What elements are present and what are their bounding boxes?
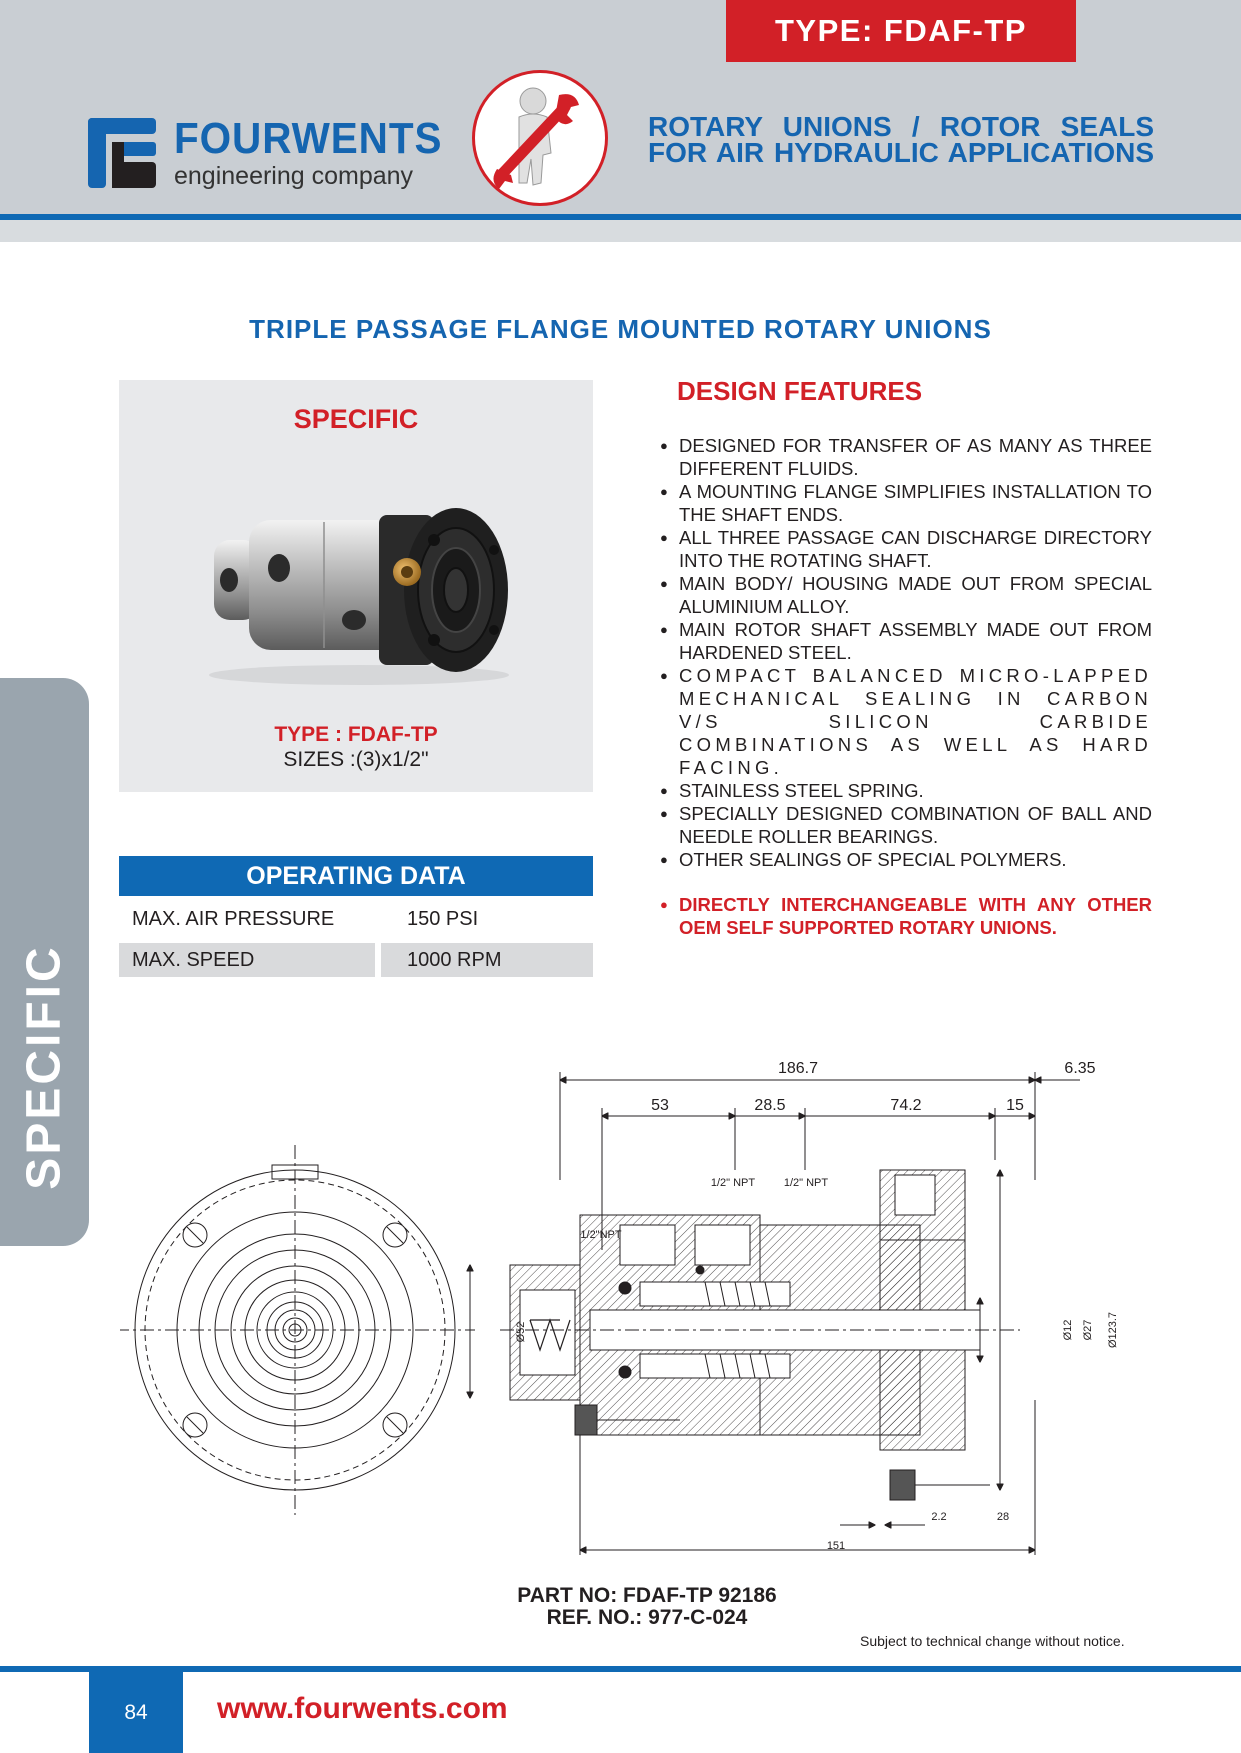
part-number-block xyxy=(0,1585,1241,1629)
dim-74-2: 74.2 xyxy=(890,1097,922,1114)
feature-item: ● MAIN BODY/ HOUSING MADE OUT FROM SPECIAL ALUMINIUM ALLOY. xyxy=(660,572,1152,618)
header-tagline xyxy=(648,111,1154,168)
operating-data-label: MAX. SPEED xyxy=(119,943,375,977)
dim-15: 15 xyxy=(1006,1097,1024,1114)
reference-number: REF. NO.: 977-C-024 xyxy=(546,1606,748,1629)
header-band xyxy=(0,220,1241,242)
dim-overall: 186.7 xyxy=(777,1060,819,1077)
operating-data-row xyxy=(119,943,593,977)
feature-highlight: ● DIRECTLY INTERCHANGEABLE WITH ANY OTHER OEM SELF SUPPORTED ROTARY UNIONS. xyxy=(660,893,1152,939)
feature-item: ● COMPACT BALANCED MICRO-LAPPED MECHANICAL SEALING IN CARBON V/S SILICON CARBIDE COMBINATIONS AS WELL AS HARD FACING. xyxy=(660,664,1152,779)
design-features-list xyxy=(660,434,1152,939)
operating-data-label: MAX. AIR PRESSURE xyxy=(132,907,335,930)
dim-dia-52: Ø52 xyxy=(515,1321,527,1343)
design-features-title: DESIGN FEATURES xyxy=(677,376,923,406)
footer-divider xyxy=(0,1666,1241,1672)
brand-name: FOURWENTS xyxy=(174,114,443,163)
fourwents-logo-icon xyxy=(88,118,156,188)
rotary-union-photo xyxy=(194,480,524,690)
dim-28-5: 28.5 xyxy=(754,1097,786,1114)
dim-npt-2: 1/2" NPT xyxy=(783,1177,829,1189)
technical-drawing xyxy=(120,1050,1140,1570)
change-notice: Subject to technical change without notice. xyxy=(860,1633,1125,1649)
operating-data-row xyxy=(119,902,593,936)
dim-151: 151 xyxy=(826,1540,846,1552)
tagline-line-2: FOR AIR HYDRAULIC APPLICATIONS xyxy=(648,137,1154,168)
feature-item: ● DESIGNED FOR TRANSFER OF AS MANY AS THREE DIFFERENT FLUIDS. xyxy=(660,434,1152,480)
operating-data-value: 150 PSI xyxy=(407,907,479,930)
feature-item: ● MAIN ROTOR SHAFT ASSEMBLY MADE OUT FROM HARDENED STEEL. xyxy=(660,618,1152,664)
operating-data-header: OPERATING DATA xyxy=(119,856,593,896)
product-panel xyxy=(119,380,593,792)
feature-item: ● ALL THREE PASSAGE CAN DISCHARGE DIRECTORY INTO THE ROTATING SHAFT. xyxy=(660,526,1152,572)
feature-item: ● SPECIALLY DESIGNED COMBINATION OF BALL AND NEEDLE ROLLER BEARINGS. xyxy=(660,802,1152,848)
dim-dia-12: Ø12 xyxy=(1062,1319,1074,1341)
section-view xyxy=(500,1170,1020,1500)
feature-item: ● OTHER SEALINGS OF SPECIAL POLYMERS. xyxy=(660,848,1152,871)
dim-dia-27: Ø27 xyxy=(1082,1319,1094,1341)
dim-dia-123-7: Ø123.7 xyxy=(1107,1311,1119,1349)
part-number: PART NO: FDAF-TP 92186 xyxy=(517,1584,777,1607)
wrench-mascot-icon xyxy=(475,73,605,203)
type-tab: TYPE: FDAF-TP xyxy=(726,0,1076,62)
side-tab-label: SPECIFIC xyxy=(17,944,71,1190)
product-panel-title: SPECIFIC xyxy=(293,404,419,434)
mascot-badge xyxy=(472,70,608,206)
page-number: 84 xyxy=(89,1672,183,1753)
dim-flange-ext: 6.35 xyxy=(1064,1060,1096,1077)
dim-2-2: 2.2 xyxy=(931,1511,947,1523)
dim-npt-1: 1/2" NPT xyxy=(710,1177,756,1189)
brand-subtitle: engineering company xyxy=(174,162,414,190)
feature-item: ● A MOUNTING FLANGE SIMPLIFIES INSTALLATION TO THE SHAFT ENDS. xyxy=(660,480,1152,526)
dim-53: 53 xyxy=(651,1097,669,1114)
page-title: TRIPLE PASSAGE FLANGE MOUNTED ROTARY UNIONS xyxy=(249,314,992,344)
operating-data-value: 1000 RPM xyxy=(381,943,593,977)
tagline-line-1: ROTARY UNIONS / ROTOR SEALS xyxy=(648,111,1154,142)
dim-28: 28 xyxy=(996,1511,1010,1523)
dim-npt-3: 1/2"NPT xyxy=(580,1229,622,1241)
product-size-label: SIZES :(3)x1/2" xyxy=(283,748,429,771)
website-link[interactable]: www.fourwents.com xyxy=(217,1692,508,1725)
product-type-label: TYPE : FDAF-TP xyxy=(274,723,438,746)
feature-item: ● STAINLESS STEEL SPRING. xyxy=(660,779,1152,802)
end-view xyxy=(120,1145,475,1515)
